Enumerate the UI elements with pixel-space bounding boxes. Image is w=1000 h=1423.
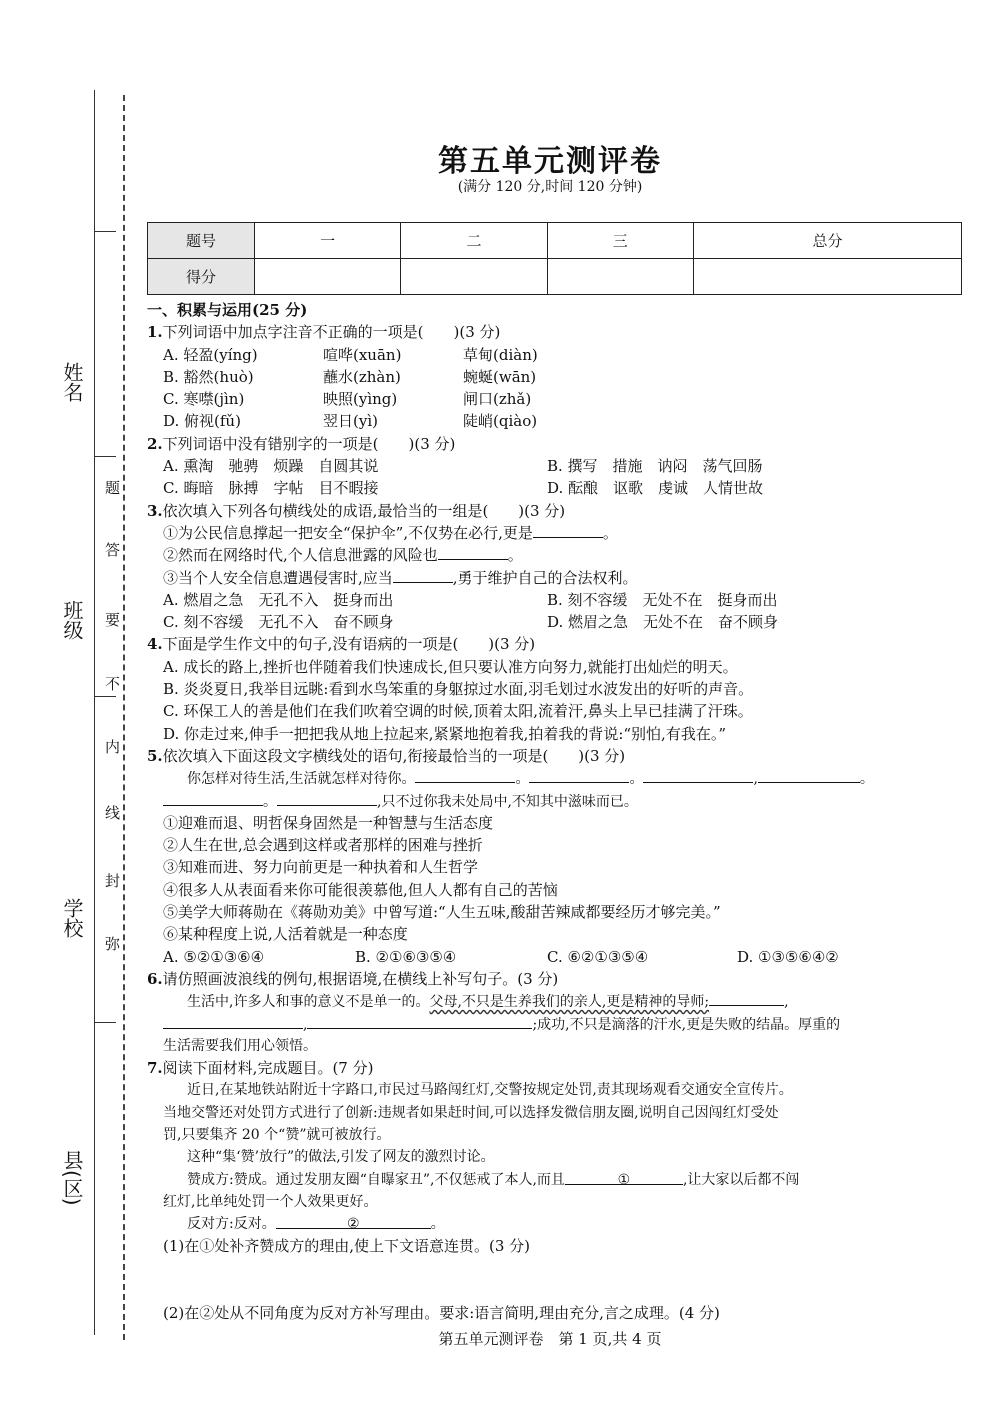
table-cell: 三 xyxy=(547,223,693,259)
option: B. 撰写 措施 讷闷 荡气回肠 xyxy=(547,457,763,476)
answer-blank[interactable] xyxy=(643,767,753,783)
option: 闸口(zhǎ) xyxy=(463,390,532,409)
option: 陡峭(qiào) xyxy=(463,412,538,431)
question-number: 3. xyxy=(147,501,163,520)
passage-text: 当地交警还对处罚方式进行了创新:违规者如果赶时间,可以选择发微信朋友圈,说明自己因闯红灯受处 xyxy=(163,1104,779,1121)
answer-blank[interactable] xyxy=(163,790,263,806)
punct: 。 xyxy=(430,1216,445,1233)
answer-blank-2[interactable]: ② xyxy=(276,1213,431,1229)
option: ⑤美学大师蒋勋在《蒋勋劝美》中曾写道:“人生五味,酸甜苦辣咸都要经历才够完美。” xyxy=(163,903,721,922)
question-stem: 阅读下面材料,完成题目。(7 分) xyxy=(162,1059,374,1078)
answer-blank[interactable] xyxy=(307,1013,532,1029)
option: A. 轻盈(yíng) xyxy=(163,345,258,364)
answer-blank[interactable] xyxy=(533,522,603,538)
question-stem: 依次填入下面这段文字横线处的语句,衔接最恰当的一项是( )(3 分) xyxy=(162,746,626,765)
punct: 。 xyxy=(602,523,618,542)
binding-line xyxy=(94,90,95,1335)
passage-text: ,让大家以后都不闯 xyxy=(682,1171,800,1188)
answer-blank[interactable] xyxy=(438,544,508,560)
name-field-line xyxy=(94,231,116,232)
question-stem: 依次填入下列各句横线处的成语,最恰当的一组是( )(3 分) xyxy=(162,501,566,520)
school-field-line xyxy=(94,696,116,697)
seal-char: 题 xyxy=(105,479,121,497)
seal-char: 答 xyxy=(105,541,121,559)
sentence: ,勇于维护自己的合法权利。 xyxy=(452,568,638,587)
seal-char: 线 xyxy=(105,804,121,822)
passage-text: ,只不过你我未处局中,不知其中滋味而已。 xyxy=(377,793,638,810)
score-table xyxy=(147,222,962,295)
fold-dashed-line xyxy=(123,95,125,1340)
exam-content: 一、积累与运用(25 分) 1.下列词语中加点字注音不正确的一项是( )(3 分) A. 轻盈(yíng) 喧哗(xuān) 草甸(diàn) B. 豁然(huò) 蘸水(zhàn) 蜿蜒(wān) C. 寒噤(jìn) 映照(yìng) 闸口(zhǎ) D. 俯视(fǔ) 翌日(yì) 陡峭(qiào) 2.下列词语中没有错别字的一项是( )(3 分) A. 熏淘 驰骋 烦躁 自圆其说 B. 撰写 措施 讷闷 荡气回肠 C. 晦暗 脉搏 字帖 目不暇接 D. 酝酿 讴歌 虔诚 人情世故 3.依次填入下列各句横线处的成语,最恰当的一组是( )(3 分) ①为公民信息撑起一把安全“保护伞”,不仅势在必行,更是 。 ②然而在网络时代,个人信息泄露的风险也 。 ③当个人安全信息遭遇侵害时,应当 ,勇于维护自己的合法权利。 A. 燃眉之急 无孔不入 挺身而出 B. 刻不容缓 无处不在 挺身而出 C. 刻不容缓 无孔不入 奋不顾身 D. 燃眉之急 无处不在 奋不顾身 4.下面是学生作文中的句子,没有语病的一项是( )(3 分) A. 成长的路上,挫折也伴随着我们快速成长,但只要认准方向努力,就能打出灿烂的明天。 B. 炎炎夏日,我举目远眺:看到水鸟笨重的身躯掠过水面,羽毛划过水波发出的好听的声音。 C. 环保工人的善是他们在我们吹着空调的时候,顶着太阳,流着汗,鼻头上早已挂满了汗珠。 D. 你走过来,伸手一把把我从地上拉起来,紧紧地抱着我,拍着我的背说:“别怕,有我在。” 5.依次填入下面这段文字横线处的语句,衔接最恰当的一项是( )(3 分) 你怎样对待生活,生活就怎样对待你。 。 。 , 。 。 ,只不过你我未处局中,不知其中滋味而已。 ①迎难而退、明哲保身固然是一种智慧与生活态度 ②人生在世,总会遇到这样或者那样的困难与挫折 ③知难而进、努力向前更是一种执着和人生哲学 ④很多人从表面看来你可能很羡慕他,但人人都有自己的苦恼 ⑤美学大师蒋勋在《蒋勋劝美》中曾写道:“人生五味,酸甜苦辣咸都要经历才够完美。” ⑥某种程度上说,人活着就是一种态度 A. ⑤②①③⑥④ B. ②①⑥③⑤④ C. ⑥②①③⑤④ D. ①③⑤⑥④② 6.请仿照画波浪线的例句,根据语境,在横线上补写句子。(3 分) 生活中,许多人和事的意义不是单一的。父母,不只是生养我们的亲人,更是精神的导师; , , ;成功,不只是滴落的汗水,更是失败的结晶。厚重的 生活需要我们用心领悟。 7.阅读下面材料,完成题目。(7 分) 近日,在某地铁站附近十字路口,市民过马路闯红灯,交警按规定处罚,责其现场观看交通安全宣传片。 当地交警还对处罚方式进行了创新:违规者如果赶时间,可以选择发微信朋友圈,说明自己因闯红灯受处 罚,只要集齐 20 个“赞”就可被放行。 这种“集‘赞’放行”的做法,引发了网友的激烈讨论。 赞成方:赞成。通过发朋友圈“自曝家丑”,不仅惩戒了本人,而且 ① ,让大家以后都不闯 红灯,比单纯处罚一个人效果更好。 反对方:反对。 ② 。 (1)在①处补齐赞成方的理由,使上下文语意连贯。(3 分) (2)在②处从不同角度为反对方补写理由。要求:语言简明,理由充分,言之成理。(4 分) xyxy=(147,299,962,1324)
answer-blank[interactable] xyxy=(393,567,453,583)
seal-char: 封 xyxy=(105,872,121,890)
passage-text: 反对方:反对。 xyxy=(187,1216,276,1233)
wavy-example: 父母,不只是生养我们的亲人,更是精神的导师; xyxy=(429,994,710,1011)
score-input-cell[interactable] xyxy=(255,259,401,295)
option: D. 酝酿 讴歌 虔诚 人情世故 xyxy=(547,479,764,498)
option: 草甸(diàn) xyxy=(463,345,538,364)
passage-text: 生活需要我们用心领悟。 xyxy=(163,1037,317,1054)
seal-char: 内 xyxy=(105,738,121,756)
question-stem: 下面是学生作文中的句子,没有语病的一项是( )(3 分) xyxy=(162,635,536,654)
option: 翌日(yì) xyxy=(323,412,378,431)
question-number: 5. xyxy=(147,746,163,765)
question-number: 1. xyxy=(147,323,163,342)
passage-text: 你怎样对待生活,生活就怎样对待你。 xyxy=(187,771,416,788)
seal-char: 弥 xyxy=(105,935,121,953)
class-label: 班级 xyxy=(60,600,84,640)
county-label: 县(区) xyxy=(60,1150,84,1206)
page-subtitle: (满分 120 分,时间 120 分钟) xyxy=(457,179,643,195)
answer-blank[interactable] xyxy=(709,990,784,1006)
table-cell: 得分 xyxy=(148,259,255,295)
sentence: ③当个人安全信息遭遇侵害时,应当 xyxy=(163,568,393,587)
option: C. 环保工人的善是他们在我们吹着空调的时候,顶着太阳,流着汗,鼻头上早已挂满了汗珠。 xyxy=(163,702,753,721)
question-number: 7. xyxy=(147,1059,163,1078)
option: 蜿蜒(wān) xyxy=(463,367,537,386)
answer-blank[interactable] xyxy=(163,1013,303,1029)
answer-blank-1[interactable]: ① xyxy=(565,1169,683,1185)
seal-char: 不 xyxy=(105,675,121,693)
option: ①迎难而退、明哲保身固然是一种智慧与生活态度 xyxy=(163,813,494,832)
option: ③知难而进、努力向前更是一种执着和人生哲学 xyxy=(163,858,479,877)
passage-text: ;成功,不只是滴落的汗水,更是失败的结晶。厚重的 xyxy=(532,1016,841,1033)
option: 映照(yìng) xyxy=(323,390,398,409)
option: A. ⑤②①③⑥④ xyxy=(163,947,265,966)
question-number: 2. xyxy=(147,434,163,453)
sub-question: (2)在②处从不同角度为反对方补写理由。要求:语言简明,理由充分,言之成理。(4 分) xyxy=(163,1303,720,1322)
option: D. ①③⑤⑥④② xyxy=(737,947,839,966)
school-label: 学校 xyxy=(60,898,84,938)
table-cell: 一 xyxy=(255,223,401,259)
option: D. 你走过来,伸手一把把我从地上拉起来,紧紧地抱着我,拍着我的背说:“别怕,有我在。” xyxy=(163,724,726,743)
sentence: ②然而在网络时代,个人信息泄露的风险也 xyxy=(163,546,438,565)
option: B. 刻不容缓 无处不在 挺身而出 xyxy=(547,590,778,609)
option: ⑥某种程度上说,人活着就是一种态度 xyxy=(163,925,408,944)
answer-blank[interactable] xyxy=(277,790,377,806)
option: C. 晦暗 脉搏 字帖 目不暇接 xyxy=(163,479,379,498)
question-stem: 请仿照画波浪线的例句,根据语境,在横线上补写句子。(3 分) xyxy=(162,969,559,988)
answer-blank[interactable] xyxy=(758,767,860,783)
table-cell: 总分 xyxy=(693,223,961,259)
option: C. ⑥②①③⑤④ xyxy=(547,947,649,966)
table-row xyxy=(148,223,962,259)
question-stem: 下列词语中没有错别字的一项是( )(3 分) xyxy=(162,434,456,453)
option: A. 燃眉之急 无孔不入 挺身而出 xyxy=(163,590,394,609)
score-input-cell[interactable] xyxy=(693,259,961,295)
question-stem: 下列词语中加点字注音不正确的一项是( )(3 分) xyxy=(162,323,501,342)
class-field-line xyxy=(94,456,116,457)
option: C. 寒噤(jìn) xyxy=(163,390,245,409)
county-field-line xyxy=(94,1022,116,1023)
option: ②人生在世,总会遇到这样或者那样的困难与挫折 xyxy=(163,836,483,855)
option: 喧哗(xuān) xyxy=(323,345,402,364)
sentence: ①为公民信息撑起一把安全“保护伞”,不仅势在必行,更是 xyxy=(163,523,533,542)
answer-space[interactable] xyxy=(147,1258,962,1302)
passage-text: 近日,在某地铁站附近十字路口,市民过马路闯红灯,交警按规定处罚,责其现场观看交通安全宣传片。 xyxy=(187,1082,793,1099)
section-title: 一、积累与运用(25 分) xyxy=(147,301,308,319)
sub-question: (1)在①处补齐赞成方的理由,使上下文语意连贯。(3 分) xyxy=(163,1237,531,1256)
question-number: 6. xyxy=(147,969,163,988)
score-input-cell[interactable] xyxy=(547,259,693,295)
option: D. 燃眉之急 无处不在 奋不顾身 xyxy=(547,613,779,632)
answer-blank[interactable] xyxy=(529,767,629,783)
name-label: 姓名 xyxy=(60,362,84,402)
passage-text: 红灯,比单纯处罚一个人效果更好。 xyxy=(163,1193,378,1210)
table-row xyxy=(148,259,962,295)
option: 蘸水(zhàn) xyxy=(323,367,401,386)
option: ④很多人从表面看来你可能很羡慕他,但人人都有自己的苦恼 xyxy=(163,880,558,899)
passage-text: 罚,只要集齐 20 个“赞”就可被放行。 xyxy=(163,1126,391,1143)
page-footer: 第五单元测评卷 第 1 页,共 4 页 xyxy=(438,1330,662,1348)
option: D. 俯视(fǔ) xyxy=(163,412,241,431)
option: B. ②①⑥③⑤④ xyxy=(355,947,457,966)
option: C. 刻不容缓 无孔不入 奋不顾身 xyxy=(163,613,394,632)
answer-blank[interactable] xyxy=(415,767,515,783)
table-cell: 二 xyxy=(401,223,547,259)
option: A. 熏淘 驰骋 烦躁 自圆其说 xyxy=(163,457,379,476)
option: A. 成长的路上,挫折也伴随着我们快速成长,但只要认准方向努力,就能打出灿烂的明天。 xyxy=(163,657,738,676)
passage-text: 这种“集‘赞’放行”的做法,引发了网友的激烈讨论。 xyxy=(187,1149,495,1166)
punct: 。 xyxy=(507,546,523,565)
score-input-cell[interactable] xyxy=(401,259,547,295)
page-title: 第五单元测评卷 xyxy=(438,144,662,179)
seal-char: 要 xyxy=(105,611,121,629)
question-number: 4. xyxy=(147,635,163,654)
passage-text: 赞成方:赞成。通过发朋友圈“自曝家丑”,不仅惩戒了本人,而且 xyxy=(187,1171,565,1188)
passage-text: 生活中,许多人和事的意义不是单一的。 xyxy=(187,994,430,1011)
table-cell: 题号 xyxy=(148,223,255,259)
option: B. 豁然(huò) xyxy=(163,367,254,386)
option: B. 炎炎夏日,我举目远眺:看到水鸟笨重的身躯掠过水面,羽毛划过水波发出的好听的声音。 xyxy=(163,680,754,699)
